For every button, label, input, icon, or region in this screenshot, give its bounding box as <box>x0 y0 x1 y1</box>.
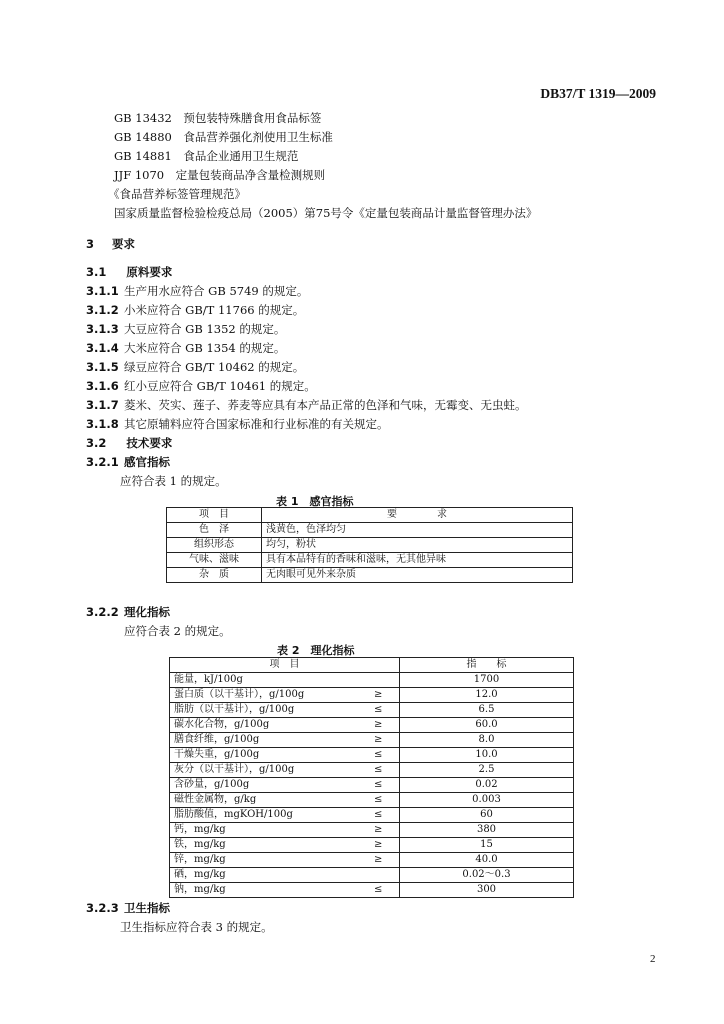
table-2-reference: 应符合表 2 的规定。 <box>124 624 231 638</box>
section-3-2-heading <box>86 435 172 451</box>
value-cell: 300 <box>400 883 574 898</box>
table-row <box>170 853 574 868</box>
section-title: 卫生指标 <box>124 901 170 915</box>
table-row <box>170 778 574 793</box>
table-row <box>167 553 573 568</box>
section-title: 理化指标 <box>124 605 170 619</box>
table-row <box>170 883 574 898</box>
table-1-sensory <box>166 507 573 583</box>
value-cell: 60.0 <box>400 718 574 733</box>
table-cell: 气味、滋味 <box>167 553 262 568</box>
table-header-row <box>167 508 573 523</box>
comparator-cell: ≤ <box>358 793 400 808</box>
section-number: 3.2.3 <box>86 901 119 915</box>
value-cell: 60 <box>400 808 574 823</box>
item-cell: 含砂量，g/100g <box>170 778 358 793</box>
table-cell: 浅黄色，色泽均匀 <box>262 523 573 538</box>
table-row <box>170 793 574 808</box>
item-cell: 磁性金属物，g/kg <box>170 793 358 808</box>
table-1-caption: 表 1 感官指标 <box>276 495 354 508</box>
table-2-body <box>170 673 574 898</box>
comparator-cell: ≤ <box>358 778 400 793</box>
item-cell: 脂肪（以干基计），g/100g <box>170 703 358 718</box>
item-cell: 碳水化合物，g/100g <box>170 718 358 733</box>
table-2-caption: 表 2 理化指标 <box>277 644 355 657</box>
table-row <box>170 688 574 703</box>
table-row <box>167 523 573 538</box>
value-cell: 10.0 <box>400 748 574 763</box>
table-header-cell: 项 目 <box>167 508 262 523</box>
value-cell: 0.02～0.3 <box>400 868 574 883</box>
comparator-cell: ≥ <box>358 853 400 868</box>
section-3-heading <box>86 236 135 252</box>
item-cell: 蛋白质（以干基计），g/100g <box>170 688 358 703</box>
clause-3-1-3: 3.1.3 大豆应符合 GB 1352 的规定。 <box>86 322 286 336</box>
comparator-cell: ≤ <box>358 763 400 778</box>
value-cell: 15 <box>400 838 574 853</box>
clause-3-1-8: 3.1.8 其它原辅料应符合国家标准和行业标准的有关规定。 <box>86 417 389 431</box>
table-row <box>170 673 574 688</box>
value-cell: 0.02 <box>400 778 574 793</box>
table-row <box>170 718 574 733</box>
value-cell: 380 <box>400 823 574 838</box>
reference-item: 国家质量监督检验检疫总局（2005）第75号令《定量包装商品计量监督管理办法》 <box>114 206 538 220</box>
section-number: 3.2 <box>86 436 107 450</box>
section-title: 要求 <box>112 237 136 251</box>
comparator-cell <box>358 673 400 688</box>
comparator-cell: ≥ <box>358 823 400 838</box>
comparator-cell: ≤ <box>358 808 400 823</box>
comparator-cell: ≥ <box>358 718 400 733</box>
table-row <box>170 808 574 823</box>
section-3-2-3-heading <box>86 900 170 916</box>
table-row <box>170 748 574 763</box>
table-cell: 组织形态 <box>167 538 262 553</box>
section-title: 技术要求 <box>126 436 173 450</box>
table-row <box>170 763 574 778</box>
clause-3-1-5: 3.1.5 绿豆应符合 GB/T 10462 的规定。 <box>86 360 305 374</box>
table-row <box>170 733 574 748</box>
section-3-2-2-heading <box>86 604 170 620</box>
item-cell: 硒，mg/kg <box>170 868 358 883</box>
value-cell: 2.5 <box>400 763 574 778</box>
section-title: 原料要求 <box>126 265 173 279</box>
comparator-cell: ≤ <box>358 748 400 763</box>
section-number: 3 <box>86 237 95 251</box>
table-row <box>170 868 574 883</box>
section-3-1-heading <box>86 264 172 280</box>
item-cell: 钠，mg/kg <box>170 883 358 898</box>
table-row <box>170 823 574 838</box>
table-1-reference: 应符合表 1 的规定。 <box>120 474 227 488</box>
table-row <box>167 568 573 583</box>
table-header-cell: 要 求 <box>262 508 573 523</box>
table-cell: 无肉眼可见外来杂质 <box>262 568 573 583</box>
section-number: 3.2.2 <box>86 605 119 619</box>
table-row <box>167 538 573 553</box>
item-cell: 膳食纤维，g/100g <box>170 733 358 748</box>
table-cell: 杂 质 <box>167 568 262 583</box>
comparator-cell: ≥ <box>358 733 400 748</box>
clause-3-1-1: 3.1.1 生产用水应符合 GB 5749 的规定。 <box>86 284 309 298</box>
comparator-cell: ≤ <box>358 883 400 898</box>
section-3-2-1-heading <box>86 454 170 470</box>
value-cell: 0.003 <box>400 793 574 808</box>
table-row <box>170 838 574 853</box>
value-cell: 8.0 <box>400 733 574 748</box>
comparator-cell <box>358 868 400 883</box>
value-cell: 12.0 <box>400 688 574 703</box>
value-cell: 6.5 <box>400 703 574 718</box>
item-cell: 灰分（以干基计），g/100g <box>170 763 358 778</box>
item-cell: 钙，mg/kg <box>170 823 358 838</box>
item-cell: 铁，mg/kg <box>170 838 358 853</box>
section-number: 3.1 <box>86 265 107 279</box>
table-row <box>170 703 574 718</box>
reference-item: GB 14880 食品营养强化剂使用卫生标准 <box>114 130 333 144</box>
section-title: 感官指标 <box>124 455 170 469</box>
table-3-reference: 卫生指标应符合表 3 的规定。 <box>120 920 273 934</box>
item-cell: 干燥失重，g/100g <box>170 748 358 763</box>
value-cell: 1700 <box>400 673 574 688</box>
page-number: 2 <box>650 953 656 965</box>
comparator-cell: ≥ <box>358 838 400 853</box>
table-header-cell: 指 标 <box>400 658 574 673</box>
table-2-physicochemical <box>169 657 574 898</box>
item-cell: 能量，kJ/100g <box>170 673 358 688</box>
item-cell: 脂肪酸值，mgKOH/100g <box>170 808 358 823</box>
reference-item: GB 13432 预包装特殊膳食用食品标签 <box>114 111 322 125</box>
table-header-cell: 项 目 <box>170 658 400 673</box>
table-cell: 具有本品特有的香味和滋味，无其他异味 <box>262 553 573 568</box>
clause-3-1-7: 3.1.7 菱米、芡实、莲子、荞麦等应具有本产品正常的色泽和气味，无霉变、无虫蛀。 <box>86 398 527 412</box>
table-header-row <box>170 658 574 673</box>
clause-3-1-6: 3.1.6 红小豆应符合 GB/T 10461 的规定。 <box>86 379 316 393</box>
comparator-cell: ≥ <box>358 688 400 703</box>
comparator-cell: ≤ <box>358 703 400 718</box>
clause-3-1-2: 3.1.2 小米应符合 GB/T 11766 的规定。 <box>86 303 305 317</box>
table-cell: 色 泽 <box>167 523 262 538</box>
standard-code: DB37/T 1319—2009 <box>540 86 656 101</box>
reference-item: GB 14881 食品企业通用卫生规范 <box>114 149 299 163</box>
item-cell: 锌，mg/kg <box>170 853 358 868</box>
section-number: 3.2.1 <box>86 455 119 469</box>
table-cell: 均匀，粉状 <box>262 538 573 553</box>
reference-item: 《食品营养标签管理规范》 <box>108 187 246 201</box>
clause-3-1-4: 3.1.4 大米应符合 GB 1354 的规定。 <box>86 341 286 355</box>
reference-item: JJF 1070 定量包装商品净含量检测规则 <box>114 168 326 182</box>
value-cell: 40.0 <box>400 853 574 868</box>
